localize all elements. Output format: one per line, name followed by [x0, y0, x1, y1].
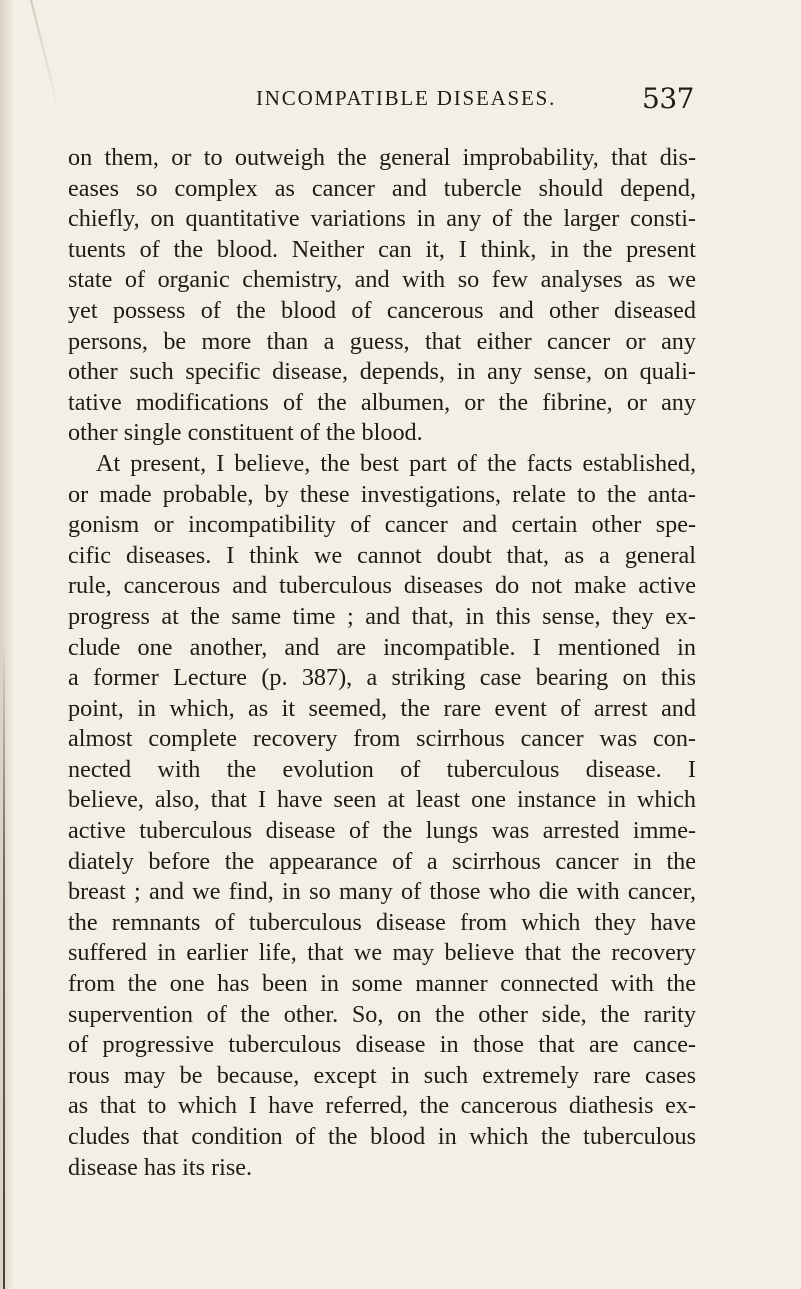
paragraph-1 — [68, 143, 696, 449]
text-line: chiefly, on quantitative variations in any of the larger consti- — [68, 205, 696, 233]
text-line: rous may be because, except in such extremely rare cases — [68, 1061, 696, 1089]
text-line: from the one has been in some manner connected with the — [68, 970, 696, 998]
text-line: progress at the same time ; and that, in this sense, they ex- — [68, 602, 696, 630]
text-line: on them, or to outweigh the general improbability, that dis- — [68, 144, 696, 171]
text-line: tuents of the blood. Neither can it, I think, in the present — [68, 235, 696, 263]
text-line: nected with the evolution of tuberculous disease. I — [68, 755, 696, 783]
text-line: rule, cancerous and tuberculous diseases do not make active — [68, 572, 696, 600]
page-edge — [3, 640, 5, 1289]
text-line: a former Lecture (p. 387), a striking case bearing on this — [68, 664, 696, 692]
text-line: At present, I believe, the best part of the facts established, — [96, 449, 696, 477]
text-line: or made probable, by these investigations, relate to the anta- — [68, 480, 696, 508]
running-head: INCOMPATIBLE DISEASES. — [256, 86, 557, 110]
text-line: point, in which, as it seemed, the rare event of arrest and — [68, 694, 696, 722]
paragraph-2 — [68, 449, 696, 1183]
text-line: eases so complex as cancer and tubercle should depend, — [68, 174, 696, 202]
text-line: breast ; and we find, in so many of those who die with cancer, — [68, 878, 696, 906]
text-line: tative modifications of the albumen, or the fibrine, or any — [68, 388, 696, 416]
page-number: 537 — [642, 82, 694, 115]
text-line: disease has its rise. — [68, 1153, 253, 1181]
text-line: diately before the appearance of a scirrhous cancer in the — [68, 847, 696, 875]
text-line: other single constituent of the blood. — [68, 419, 423, 447]
text-line: active tuberculous disease of the lungs was arrested imme- — [68, 817, 696, 845]
text-line: as that to which I have referred, the cancerous diathesis ex- — [68, 1092, 696, 1120]
text-line: clude one another, and are incompatible. I mentioned in — [68, 633, 696, 661]
body-text — [68, 143, 696, 1183]
text-line: the remnants of tuberculous disease from which they have — [68, 908, 696, 936]
text-line: suffered in earlier life, that we may believe that the recovery — [68, 939, 696, 967]
text-line: supervention of the other. So, on the other side, the rarity — [68, 1000, 696, 1028]
text-line: gonism or incompatibility of cancer and certain other spe- — [68, 511, 696, 539]
paper-fold — [30, 0, 61, 116]
text-line: almost complete recovery from scirrhous cancer was con- — [68, 725, 696, 753]
text-line: persons, be more than a guess, that either cancer or any — [68, 327, 696, 355]
text-line: yet possess of the blood of cancerous and other diseased — [68, 296, 696, 324]
text-line: cific diseases. I think we cannot doubt that, as a general — [68, 541, 696, 569]
text-line: cludes that condition of the blood in which the tuberculous — [68, 1123, 696, 1150]
text-line: other such specific disease, depends, in any sense, on quali- — [68, 358, 696, 386]
text-line: of progressive tuberculous disease in those that are cance- — [68, 1031, 696, 1059]
text-line: state of organic chemistry, and with so few analyses as we — [68, 266, 696, 294]
text-line: believe, also, that I have seen at least one instance in which — [68, 786, 696, 814]
